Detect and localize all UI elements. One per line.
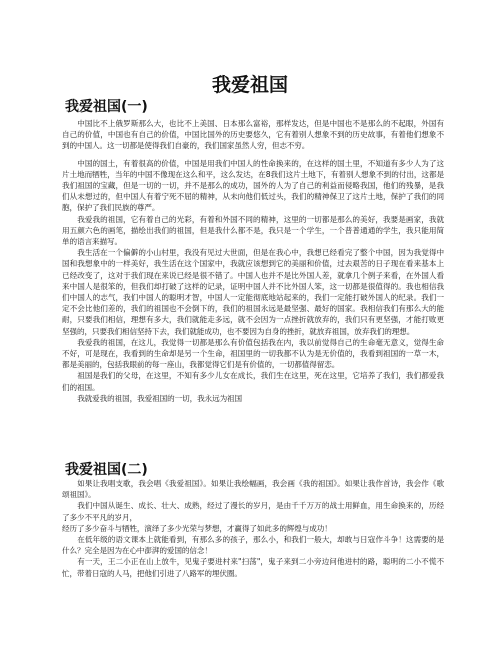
paragraph: 我们中国从诞生、成长、壮大、成熟，经过了漫长的岁月，是由千千万万的战士用鲜血，用生命换来的，历经了多少不平凡的岁月，	[62, 501, 444, 522]
paragraph: 祖国是我们的父母，在这里，不知有多少儿女在成长，我们生在这里，死在这里，它培养了我们，我们都爱我们的祖国。	[62, 371, 444, 392]
section-body-2	[62, 478, 444, 579]
paragraph: 我就爱我的祖国，我爱祖国的一切，我永远为祖国	[77, 393, 243, 403]
paragraph: 我生活在一个偏僻的小山村里，我没有见过大世面，但是在我心中，我想已经看完了整个中国，因为我觉得中国和我想象中的一样美好，我生活在这个国家中，我就应该想到它的美丽和价值，过去艰苦的日子现在看来基本上已经改变了，这对于我们现在来说已经是很不错了。中国人也并不是比外国人差，就拿几个例子来看，在外国人看来中国人是很笨的，但我们却打破了这样的记录，证明中国人并不比外国人笨，这一切都是很值得的。我也相信我们中国人的志气，我们中国人的聪明才智，中国人一定能彻底地站起来的，我们一定能打破外国人的纪录。我们一定不会比他们差的，我们的祖国也不会倒下的，我们的祖国永远是最坚强、最好的国家。我相信我们有那么大的能耐，只要我们相信，理想有多大，我们就能走多远，就不会因为一点挫折就放弃的，我们只有更坚强，才能打败更坚强的，只要我们相信坚持下去，我们就能成功，也不要因为自身的挫折，就放弃祖国，放弃我们的理想。	[62, 248, 444, 336]
document-title: 我爱祖国	[211, 74, 288, 96]
paragraph: 有一天，王二小正在山上放牛，见鬼子要进村来"扫荡"，鬼子来到二小旁边问他进村的路，聪明的二小不慌不忙，带着日寇的人马，把他们引进了八路军的埋伏圈。	[62, 557, 444, 578]
paragraph: 经历了多少奋斗与牺牲，演绎了多少光荣与梦想，才赢得了如此多的辉煌与成功！	[62, 523, 332, 533]
section-heading-1: 我爱祖国(一)	[65, 99, 148, 115]
section-body-1	[62, 118, 444, 404]
paragraph: 中国比不上俄罗斯那么大，也比不上美国、日本那么富裕，那样发达，但是中国也不是那么的不起眼，外国有自己的价值，中国也有自己的价值，中国比国外的历史要悠久，它有着别人想象不到的历史故事，有着他们想象不到的中国人。这一切都是使得我们自豪的，我们国家虽然人穷，但志不穷。	[62, 119, 444, 151]
paragraph: 我爱我的祖国，它有着自己的光彩，有着和外国不同的精神，这里的一切都是那么的美好，我要是画家，我就用五颜六色的画笔，描绘出我们的祖国，但是我什么都不是，我只是一个学生，一个普普通通的学生，我只能用简单的语言来描写。	[62, 214, 444, 247]
paragraph: 中国的国土，有着很高的价值，中国是用我们中国人的性命换来的，在这样的国土里，不知道有多少人为了这片土地而牺牲，当年的中国不像现在这么和平，这么发达，在8我们这片土地下，有着别人想象不到的付出，这都是我们祖国的宝藏，但是一切的一切，并不是那么的成功，国外的人为了自己的利益而侵略我国，他们的残暴，是我们从未想过的，但中国人有着宁死不屈的精神，从未向他们低过头，我们的精神保卫了这片土地，保护了我们的同胞，保护了我们民族的尊严。	[62, 158, 444, 213]
paragraph: 我爱我的祖国，在这儿，我觉得一切都是那么有价值包括我在内，我以前觉得自己的生命毫无意义，觉得生命不好，可是现在，我看到的生命却是另一个生命，祖国里的一切我都不认为是无价值的，我看到祖国的一草一木，都是美丽的，包括我眼前的每一座山，我都觉得它们是有价值的，一切都值得留恋。	[62, 337, 444, 370]
paragraph: 在低年级的语文课本上就能看到，有那么多的孩子，那么小，和我们一般大，却敢与日寇作斗争！这需要的是什么？完全是因为在心中澎湃的爱国的信念！	[62, 535, 444, 556]
paragraph: 如果让我唱支歌，我会唱《我爱祖国》。如果让我绘幅画，我会画《我的祖国》。如果让我作首诗，我会作《歌颂祖国》。	[62, 479, 444, 500]
section-heading-2: 我爱祖国(二)	[65, 462, 148, 478]
